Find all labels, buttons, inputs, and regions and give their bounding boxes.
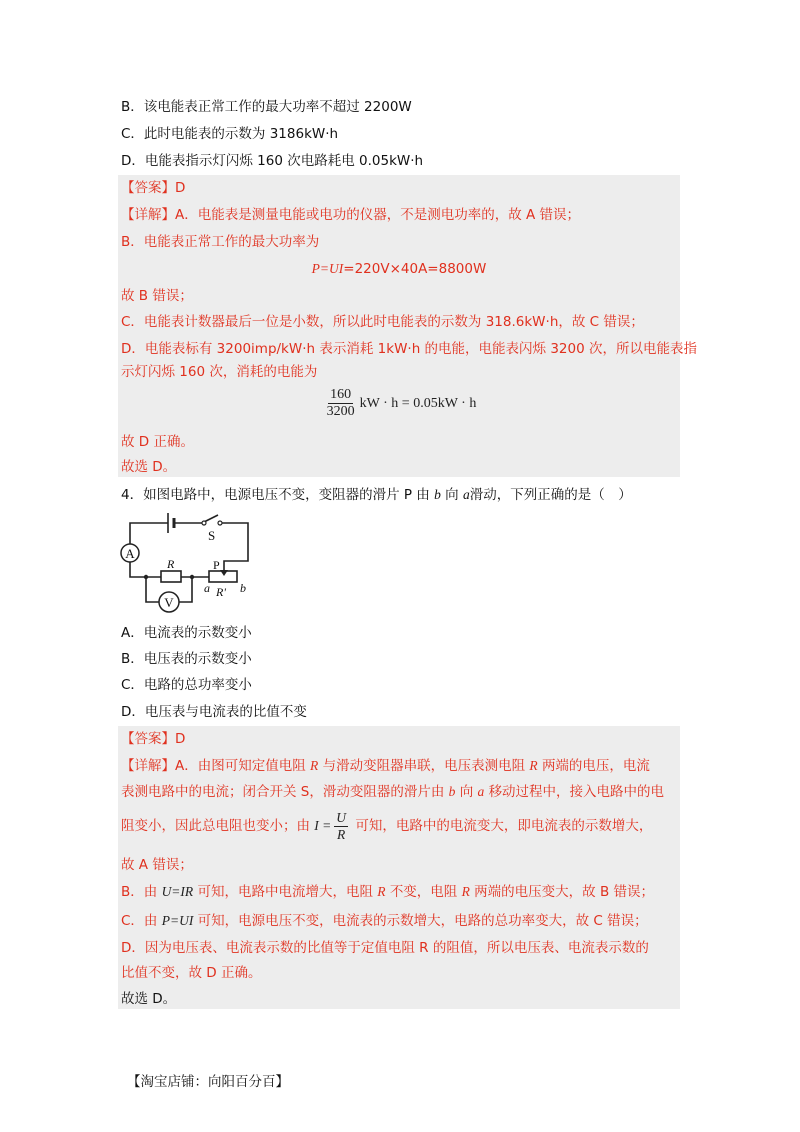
- prev-detail-a: 【详解】A．电能表是测量电能或电功的仪器，不是测电功率的，故 A 错误；: [121, 207, 581, 223]
- q4-stem-b: b: [434, 487, 441, 502]
- q4-detail-line8: 比值不变，故 D 正确。: [121, 965, 262, 981]
- q4-l1-r2: R: [529, 758, 538, 773]
- switch-label: S: [208, 528, 216, 543]
- prev-option-c: C．此时电能表的示数为 3186kW·h: [121, 126, 339, 142]
- q4-ohm-denominator: R: [337, 826, 346, 842]
- prev-option-b: B．该电能表正常工作的最大功率不超过 2200W: [121, 99, 412, 115]
- q4-detail-line6: [121, 911, 648, 931]
- ammeter-label: A: [125, 546, 135, 561]
- q4-detail-line3: [121, 808, 652, 844]
- q4-stem-pre: 4．如图电路中，电源电压不变，变阻器的滑片 P 由: [121, 487, 430, 503]
- q4-l2-post: 移动过程中，接入电路中的电: [488, 784, 665, 800]
- rheostat-end-a: a: [204, 581, 210, 595]
- q4-stem: [121, 485, 632, 505]
- voltmeter-label: V: [164, 595, 174, 610]
- prev-answer: 【答案】D: [121, 180, 186, 196]
- q4-answer: 【答案】D: [121, 731, 186, 747]
- q4-l5-post: 两端的电压变大，故 B 错误；: [474, 884, 654, 900]
- slider-arrow: [220, 570, 228, 576]
- prev-formula-rhs: =220V×40A=8800W: [343, 261, 487, 277]
- slider-label: P: [213, 558, 220, 572]
- prev-detail-c: C．电能表计数器最后一位是小数，所以此时电能表的示数为 318.6kW·h，故 C 错误；: [121, 314, 644, 330]
- wire-left: [130, 561, 161, 577]
- q4-l1-pre: 【详解】A．由图可知定值电阻: [121, 758, 306, 774]
- q4-ohm-numerator: U: [336, 809, 347, 825]
- q4-ohm-fraction: [334, 810, 348, 843]
- q4-l6-post: 可知，电源电压不变，电流表的示数增大，电路的总功率变大，故 C 错误；: [197, 913, 648, 929]
- q4-detail-line7: D．因为电压表、电流表示数的比值等于定值电阻 R 的阻值，所以电压表、电流表示数的: [121, 940, 649, 956]
- q4-l2-b: b: [448, 784, 456, 799]
- footer-shop: 【淘宝店铺：向阳百分百】: [127, 1074, 289, 1090]
- switch-contact-left: [202, 521, 206, 525]
- q4-detail-line5: [121, 882, 654, 902]
- prev-energy-fraction: [325, 387, 357, 420]
- prev-option-d: D．电能表指示灯闪烁 160 次电路耗电 0.05kW·h: [121, 153, 424, 169]
- q4-option-c: C．电路的总功率变小: [121, 677, 252, 693]
- prev-detail-b: B．电能表正常工作的最大功率为: [121, 234, 320, 250]
- q4-l5-r1: R: [377, 884, 386, 899]
- prev-formula-power: [118, 259, 680, 279]
- q4-l6-pre: C．由: [121, 913, 158, 929]
- resistor-label: R: [167, 557, 175, 571]
- q4-l3-pre: 阻变小，因此总电阻也变小；由: [121, 818, 310, 834]
- prev-b-conclusion: 故 B 错误；: [121, 288, 193, 304]
- rheostat-label: R': [216, 585, 226, 599]
- wire-top-left: [130, 523, 168, 545]
- q4-choose: 故选 D。: [121, 991, 177, 1007]
- prev-formula-energy-rest: kW · h = 0.05kW · h: [359, 396, 477, 411]
- q4-option-a: A．电流表的示数变小: [121, 625, 252, 641]
- q4-stem-mid: 向: [445, 487, 459, 503]
- q4-detail-line2: [121, 782, 664, 802]
- circuit-diagram: [116, 510, 256, 616]
- q4-l3-post: 可知，电路中的电流变大，即电流表的示数增大，: [355, 818, 653, 834]
- junction-left: [144, 575, 148, 579]
- q4-l5-mid: 可知，电路中电流增大，电阻: [197, 884, 373, 900]
- q4-l1-mid: 与滑动变阻器串联，电压表测电阻: [322, 758, 526, 774]
- q4-l2-a: a: [477, 784, 485, 799]
- q4-l5-r2: R: [461, 884, 470, 899]
- q4-stem-post: 滑动，下列正确的是（ ）: [469, 487, 632, 503]
- q4-l5-mid2: 不变，电阻: [389, 884, 458, 900]
- junction-right: [190, 575, 194, 579]
- prev-fraction-denominator: 3200: [326, 404, 355, 420]
- prev-formula-lhs: P=UI: [311, 261, 344, 276]
- switch-contact-right: [218, 521, 222, 525]
- prev-choose: 故选 D。: [121, 459, 177, 475]
- q4-l1-r1: R: [310, 758, 319, 773]
- q4-l3-ohm-lhs: I =: [314, 818, 332, 833]
- resistor-r: [161, 571, 181, 582]
- q4-l2-pre: 表测电路中的电流；闭合开关 S，滑动变阻器的滑片由: [121, 784, 445, 800]
- q4-option-b: B．电压表的示数变小: [121, 651, 252, 667]
- q4-stem-a: a: [462, 487, 470, 502]
- q4-l6-formula: P=UI: [161, 913, 194, 928]
- wire-voltmeter-left: [146, 577, 159, 602]
- prev-fraction-numerator: 160: [330, 387, 352, 403]
- wire-right: [220, 523, 248, 571]
- prev-detail-d-line1: D．电能表标有 3200imp/kW·h 表示消耗 1kW·h 的电能，电能表闪烁 3200 次，所以电能表指: [121, 341, 697, 357]
- prev-detail-d-line2: 示灯闪烁 160 次，消耗的电能为: [121, 364, 318, 380]
- q4-l2-mid: 向: [459, 784, 474, 800]
- q4-option-d: D．电压表与电流表的比值不变: [121, 704, 307, 720]
- prev-d-conclusion: 故 D 正确。: [121, 434, 194, 450]
- q4-l1-post: 两端的电压，电流: [541, 758, 650, 774]
- q4-detail-line1: [121, 756, 650, 776]
- q4-detail-line4: 故 A 错误；: [121, 857, 193, 873]
- prev-formula-energy: [118, 387, 680, 421]
- q4-l5-pre: B．由: [121, 884, 158, 900]
- q4-l5-formula: U=IR: [161, 884, 194, 899]
- rheostat-end-b: b: [240, 581, 246, 595]
